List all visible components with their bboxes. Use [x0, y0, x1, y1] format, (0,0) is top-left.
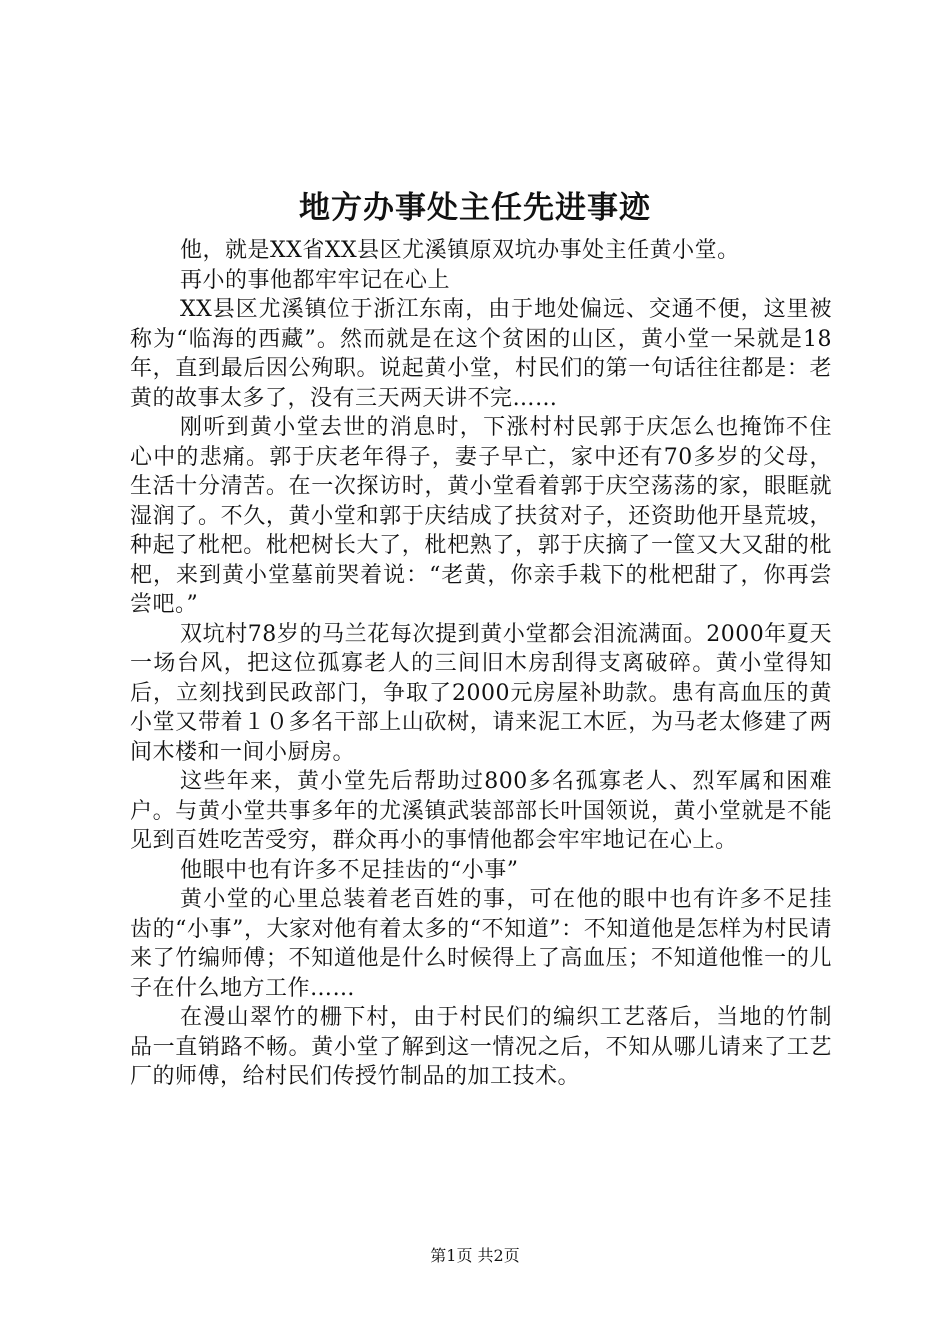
paragraph-1: XX县区尤溪镇位于浙江东南，由于地处偏远、交通不便，这里被称为“临海的西藏”。然而就是在这个贫困的山区，黄小堂一呆就是18年，直到最后因公殉职。说起黄小堂，村民们的第一句话往往都是：老黄的故事太多了，没有三天两天讲不完……: [130, 297, 832, 411]
section-heading-2: 他眼中也有许多不足挂齿的“小事”: [180, 857, 519, 883]
paragraph-intro: 他，就是XX省XX县区尤溪镇原双坑办事处主任黄小堂。: [180, 238, 740, 263]
paragraph-4: 这些年来，黄小堂先后帮助过800多名孤寡老人、烈军属和困难户。与黄小堂共事多年的尤溪镇武装部部长叶国领说，黄小堂就是不能见到百姓吃苦受穷，群众再小的事情他都会牢牢地记在心上。: [130, 769, 832, 853]
paragraph-2: 刚听到黄小堂去世的消息时，下涨村村民郭于庆怎么也掩饰不住心中的悲痛。郭于庆老年得子，妻子早亡，家中还有70多岁的父母，生活十分清苦。在一次探访时，黄小堂看着郭于庆空荡荡的家，眼眶就湿润了。不久，黄小堂和郭于庆结成了扶贫对子，还资助他开垦荒坡，种起了枇杷。枇杷树长大了，枇杷熟了，郭于庆摘了一筐又大又甜的枇杷，来到黄小堂墓前哭着说：“老黄，你亲手栽下的枇杷甜了，你再尝尝吧。”: [130, 415, 832, 617]
document-title: 地方办事处主任先进事迹: [299, 190, 651, 226]
page-number: 第1页 共2页: [430, 1246, 520, 1265]
paragraph-6: 在漫山翠竹的栅下村，由于村民们的编织工艺落后，当地的竹制品一直销路不畅。黄小堂了解到这一情况之后，不知从哪儿请来了工艺厂的师傅，给村民们传授竹制品的加工技术。: [130, 1005, 832, 1089]
section-heading-1: 再小的事他都牢牢记在心上: [180, 267, 451, 293]
paragraph-5: 黄小堂的心里总装着老百姓的事，可在他的眼中也有许多不足挂齿的“小事”，大家对他有着太多的“不知道”：不知道他是怎样为村民请来了竹编师傅；不知道他是什么时候得上了高血压；不知道他惟一的儿子在什么地方工作……: [130, 887, 832, 1001]
document-body: [130, 236, 832, 1092]
paragraph-3: 双坑村78岁的马兰花每次提到黄小堂都会泪流满面。2000年夏天一场台风，把这位孤寡老人的三间旧木房刮得支离破碎。黄小堂得知后，立刻找到民政部门，争取了2000元房屋补助款。患有高血压的黄小堂又带着１０多名干部上山砍树，请来泥工木匠，为马老太修建了两间木楼和一间小厨房。: [130, 621, 832, 765]
